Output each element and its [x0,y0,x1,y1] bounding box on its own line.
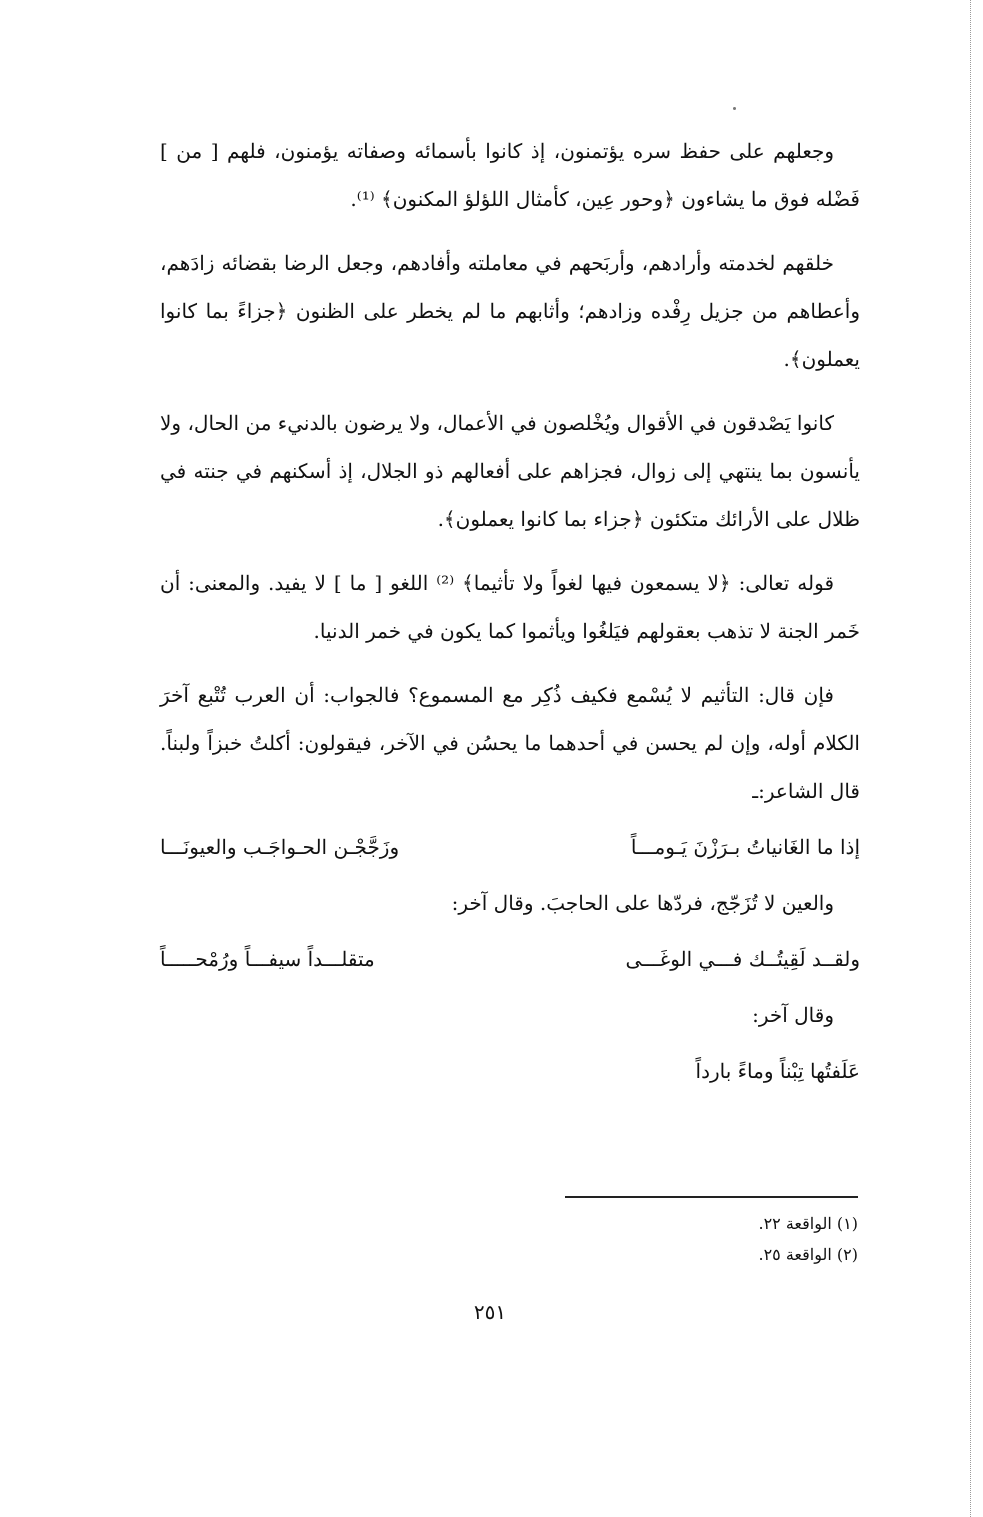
footnote-divider [565,1196,858,1198]
footnotes [560,1208,858,1270]
verse-line-1 [160,823,860,871]
verse-line-3: عَلَفتُها تِبْناً وماءً بارداً [695,1059,860,1083]
page-edge [970,0,971,1517]
main-text [160,127,860,1095]
paragraph-4: قوله تعالى: ﴿لا يسمعون فيها لغواً ولا تأثيما﴾ ⁽²⁾ اللغو [ ما ] لا يفيد. والمعنى: أن خَمر الجنة لا تذهب بعقولهم فيَلغُوا ويأثموا كما يكون في خمر الدنيا. [160,571,860,643]
paragraph-2: خلقهم لخدمته وأرادهم، وأربَحهم في معاملته وأفادهم، وجعل الرضا بقضائه زادَهم، وأعطاهم من جزيل رِفْده وزادهم؛ وأثابهم ما لم يخطر على الظنون ﴿جزاءً بما كانوا يعملون﴾. [160,251,860,371]
footnote-2: (٢) الواقعة ٢٥. [758,1245,858,1264]
page-number: ٢٥١ [473,1300,507,1324]
verse-1-note: والعين لا تُزَجّج، فردّها على الحاجبَ. وقال آخر: [451,891,834,915]
verse-2-first-hemistich: ولقــد لَقِيتُــك فـــي الوغَـــى [625,947,860,971]
verse-1-first-hemistich: إذا ما الغَانياتُ بـرَزْنَ يَـومـــاً [630,835,860,859]
verse-2-second-hemistich: متقلـــداً سيفـــاً ورُمْحـــــاً [160,947,375,971]
paragraph-1: وجعلهم على حفظ سره يؤتمنون، إذ كانوا بأسمائه وصفاته يؤمنون، فلهم [ من ] فَضْله فوق ما يشاءون ﴿وحور عِين، كأمثال اللؤلؤ المكنون﴾ ⁽¹⁾. [160,139,860,211]
paragraph-3: كانوا يَصْدقون في الأقوال ويُخْلصون في الأعمال، ولا يرضون بالدنيء من الحال، ولا يأنسون بما ينتهي إلى زوال، فجزاهم على أفعالهم ذو الجلال، إذ أسكنهم في جنته في ظلال على الأرائك متكئون ﴿جزاء بما كانوا يعملون﴾. [160,411,860,531]
footnote-1: (١) الواقعة ٢٢. [758,1214,858,1233]
verse-line-2 [160,935,860,983]
verse-2-note: وقال آخر: [752,1003,834,1027]
paragraph-5: فإن قال: التأثيم لا يُسْمع فكيف ذُكِر مع المسموع؟ فالجواب: أن العرب تُتْبع آخرَ الكلام أوله، وإن لم يحسن في أحدهما ما يحسُن في الآخر، فيقولون: أكلتُ خبزاً ولبناً. قال الشاعر:ـ [160,683,860,803]
scan-speck [733,107,736,110]
verse-1-second-hemistich: وزَجَّجْـن الحـواجَـب والعيونَـــا [160,835,400,859]
